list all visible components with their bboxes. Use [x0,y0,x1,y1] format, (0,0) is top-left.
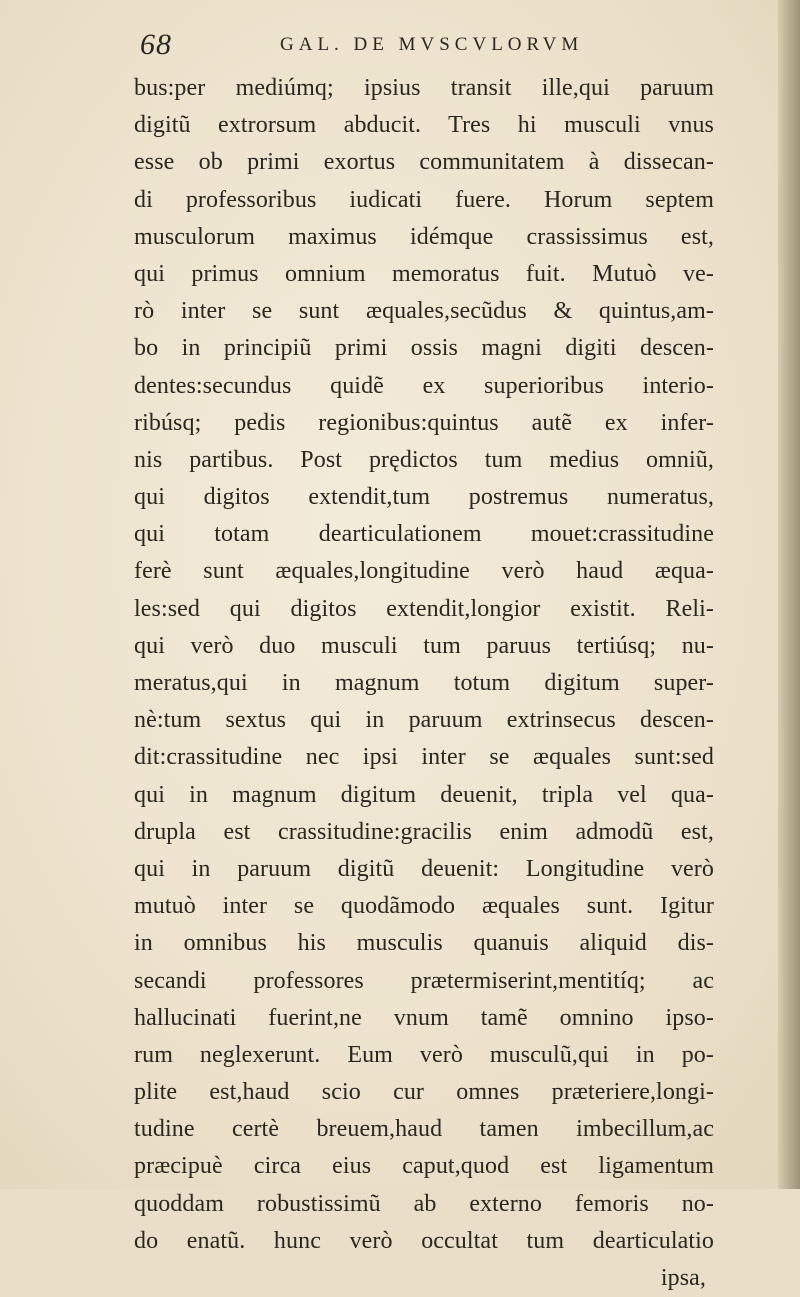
text-line: bo in principiũ primi ossis magni digiti descen- [134,335,714,362]
running-head: GAL. DE MVSCVLORVM [280,34,584,55]
text-line: dit:crassitudine nec ipsi inter se æquales sunt:sed [134,744,714,771]
folio-number: 68 [140,28,172,61]
text-line: qui totam dearticulationem mouet:crassitudine [134,521,714,548]
text-line: les:sed qui digitos extendit,longior existit. Reli- [134,595,714,622]
page-header [140,28,660,68]
catchword: ipsa, [660,1265,706,1291]
text-line: mutuò inter se quodãmodo æquales sunt. Igitur [134,893,714,920]
text-line: nis partibus. Post prędictos tum medius omniũ, [134,446,714,473]
text-line: hallucinati fuerint,ne vnum tamẽ omnino ipso- [134,1004,714,1031]
text-line: qui in paruum digitũ deuenit: Longitudine verò [134,855,714,882]
text-line: plite est,haud scio cur omnes præteriere,longi- [134,1079,714,1106]
text-line: quoddam robustissimũ ab externo femoris no- [134,1190,714,1217]
text-line: esse ob primi exortus communitatem à dissecan- [134,149,714,176]
text-line: secandi professores prætermiserint,mentitíq; ac [134,967,714,994]
text-line: nè:tum sextus qui in paruum extrinsecus descen- [134,707,714,734]
text-line: tudine certè breuem,haud tamen imbecillum,ac [134,1116,714,1143]
text-block [134,70,714,1297]
text-line: drupla est crassitudine:gracilis enim admodũ est, [134,818,714,845]
text-line: qui primus omnium memoratus fuit. Mutuò ve- [134,260,714,287]
text-line: do enatũ. hunc verò occultat tum dearticulatio [134,1227,714,1254]
text-line: ribúsq; pedis regionibus:quintus autẽ ex infer- [134,409,714,436]
text-line: qui verò duo musculi tum paruus tertiúsq; nu- [134,632,714,659]
text-line: præcipuè circa eius caput,quod est ligamentum [134,1153,714,1180]
text-line: musculorum maximus idémque crassissimus est, [134,223,714,250]
text-line: meratus,qui in magnum totum digitum super- [134,670,714,696]
page-gutter-shadow [778,0,800,1189]
text-line: in omnibus his musculis quanuis aliquid dis- [134,930,714,957]
text-line: bus:per mediúmq; ipsius transit ille,qui paruum [134,75,714,101]
text-line: rum neglexerunt. Eum verò musculũ,qui in po- [134,1041,714,1068]
text-line: di professoribus iudicati fuere. Horum septem [134,186,714,213]
text-line: qui in magnum digitum deuenit, tripla vel qua- [134,781,714,808]
text-line: qui digitos extendit,tum postremus numeratus, [134,484,714,511]
text-line: rò inter se sunt æquales,secũdus & quintus,am- [134,298,714,325]
text-line: digitũ extrorsum abducit. Tres hi musculi vnus [134,112,714,139]
text-line: dentes:secundus quidẽ ex superioribus interio- [134,372,714,399]
text-line: ferè sunt æquales,longitudine verò haud æqua- [134,558,714,585]
